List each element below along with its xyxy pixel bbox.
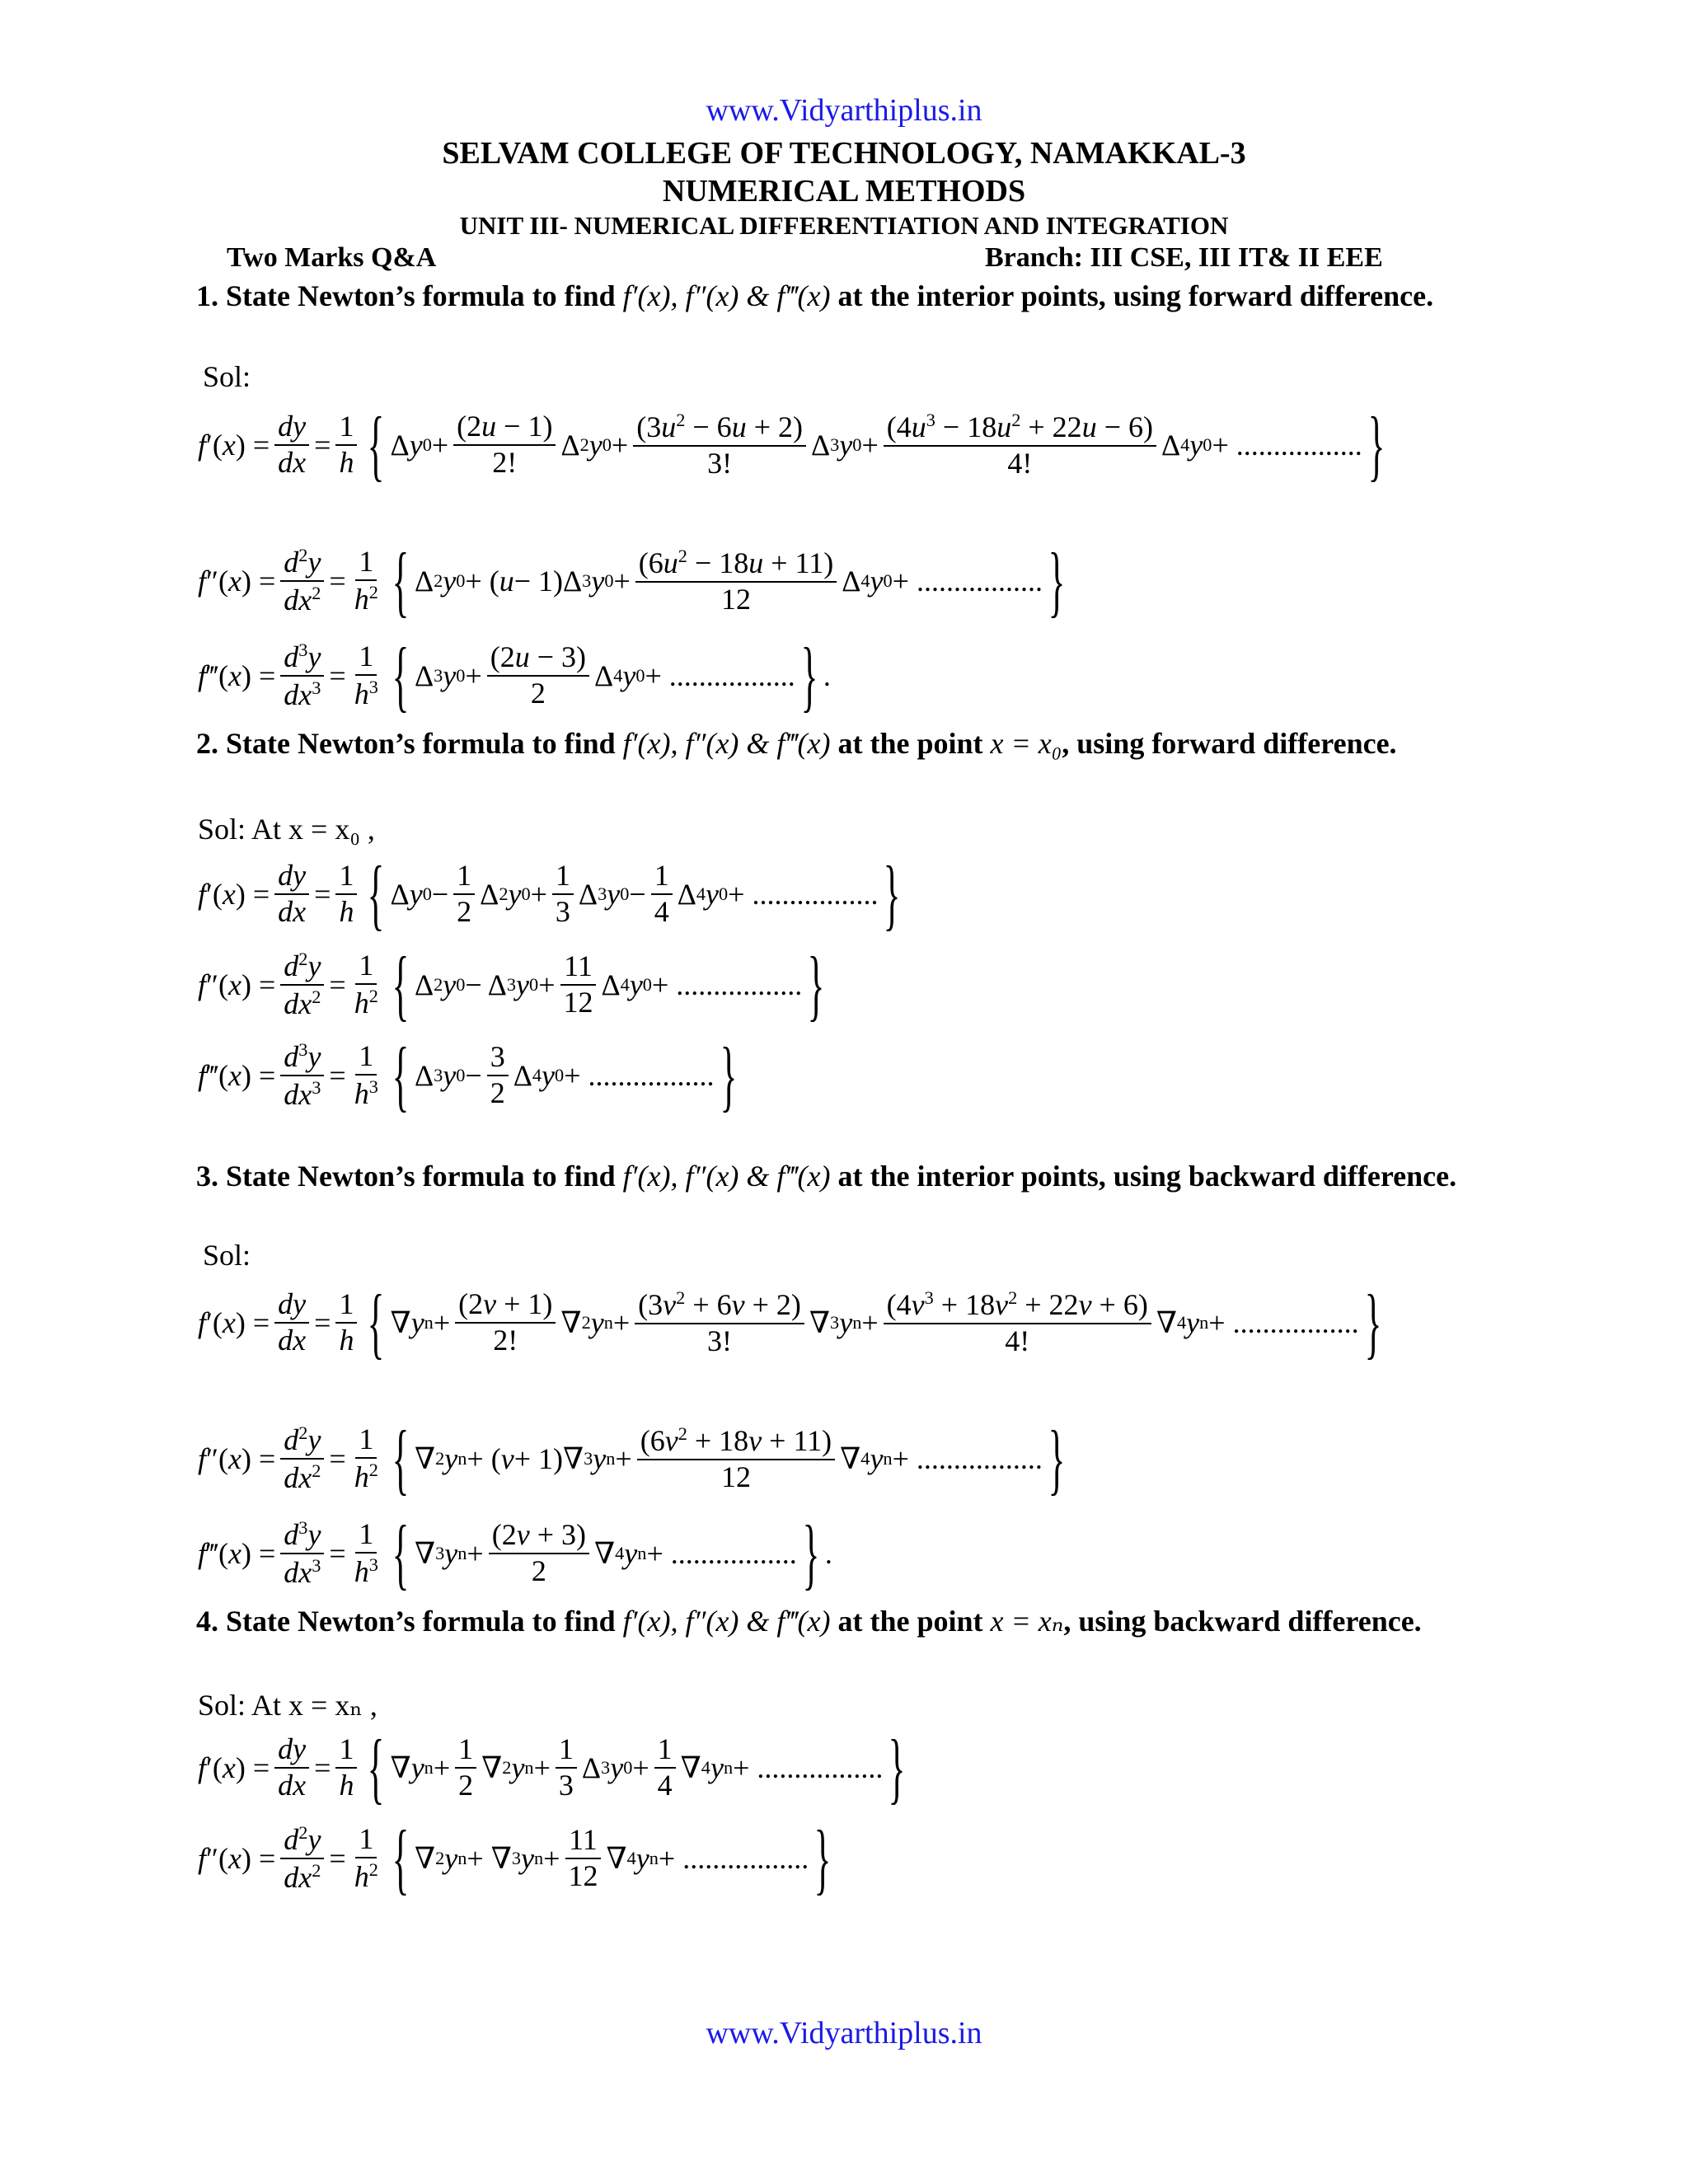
q2-eq1: f ′( x ) = $\frac{dy}{dx}$ = $\frac{1}{h}$ { Δ y 0 − $\frac{1}{2}$ Δ 2 y 0 + $\frac{1}{3}$ Δ 3 y 0 − $\frac{1}{4}$ Δ 4 y 0 + ................. } — [198, 850, 901, 938]
question-4-point: x = xₙ — [990, 1605, 1064, 1638]
subject-title: NUMERICAL METHODS — [662, 174, 1026, 209]
question-3-text-end: at the interior points, using backward difference. — [837, 1160, 1457, 1193]
question-2-point: x = x₀ — [990, 727, 1062, 760]
sol-3-label: Sol: — [203, 1239, 251, 1272]
question-2-text-end: , using forward difference. — [1062, 727, 1397, 760]
question-1-functions: f′(x), f″(x) & f‴(x) — [622, 279, 831, 312]
q2-eq3: f ‴( x ) = $\frac{d^3y}{dx^3}$ = $\frac{1}{h^3}$ { Δ 3 y 0 − $\frac{3}{2}$ Δ 4 y 0 + ................. } — [198, 1031, 737, 1119]
sol-4-label: Sol: At x = xₙ , — [198, 1689, 377, 1722]
question-1-text-end: at the interior points, using forward difference. — [837, 279, 1434, 312]
question-2-text: 2. State Newton’s formula to find — [196, 727, 616, 760]
question-4-text-mid: at the point — [837, 1605, 983, 1638]
q2-eq2: f ″( x ) = $\frac{d^2y}{dx^2}$ = $\frac{1}{h^2}$ { Δ 2 y 0 − Δ 3 y 0 + $\frac{11}{12}$ Δ 4 y 0 + ................. } — [198, 940, 825, 1029]
site-link-top[interactable]: www.Vidyarthiplus.in — [706, 93, 982, 128]
q1-eq3: f ‴( x ) = $\frac{d^3y}{dx^3}$ = $\frac{1}{h^3}$ { Δ 3 y 0 + $\frac{(2u - 3)}{2}$ Δ 4 y 0 + ................. } . — [198, 631, 831, 719]
question-2-text-mid: at the point — [837, 727, 983, 760]
q1-eq1: f ′( x ) = $\frac{dy}{dx}$ = $\frac{1}{h}$ { Δ y 0 + $\frac{(2u - 1)}{2!}$ Δ 2 y 0 + $\frac{(3u^2 - 6u + 2)}{3!}$ Δ 3 y 0 + $\frac{(4u^3 - 18u^2 + 22u - 6)}{4!}$ Δ 4 y 0 + ................. } — [198, 401, 1386, 489]
branch-label: Branch: III CSE, III IT& II EEE — [985, 242, 1383, 273]
q3-eq3: f ‴( x ) = $\frac{d^3y}{dx^3}$ = $\frac{1}{h^3}$ { ∇ 3 y n + $\frac{(2v + 3)}{2}$ ∇ 4 y n + ................. } . — [198, 1509, 832, 1597]
q4-eq2: f ″( x ) = $\frac{d^2y}{dx^2}$ = $\frac{1}{h^2}$ { ∇ 2 y n + ∇ 3 y n + $\frac{11}{12}$ ∇ 4 y n + ................. } — [198, 1814, 832, 1902]
q3-eq2: f ″( x ) = $\frac{d^2y}{dx^2}$ = $\frac{1}{h^2}$ { ∇ 2 y n + ( v + 1)∇ 3 y n + $\frac{(6v^2 + 18v + 11)}{12}$ ∇ 4 y n + ................. } — [198, 1414, 1066, 1502]
unit-title: UNIT III- NUMERICAL DIFFERENTIATION AND INTEGRATION — [459, 211, 1229, 240]
q3-eq1: f ′( x ) = $\frac{dy}{dx}$ = $\frac{1}{h}$ { ∇ y n + $\frac{(2v + 1)}{2!}$ ∇ 2 y n + $\frac{(3v^2 + 6v + 2)}{3!}$ ∇ 3 y n + $\frac{(4v^3 + 18v^2 + 22v + 6)}{4!}$ ∇ 4 y n + ................. } — [198, 1278, 1382, 1366]
question-1-text: 1. State Newton’s formula to find — [196, 279, 616, 312]
sol-2-label: Sol: At x = x₀ , — [198, 813, 375, 846]
question-3-text: 3. State Newton’s formula to find — [196, 1160, 616, 1193]
question-4 — [196, 1599, 1498, 1643]
question-2 — [196, 721, 1498, 766]
question-3 — [196, 1154, 1498, 1198]
question-4-functions: f′(x), f″(x) & f‴(x) — [622, 1605, 831, 1638]
question-4-text: 4. State Newton’s formula to find — [196, 1605, 616, 1638]
sol-1-label: Sol: — [203, 360, 251, 393]
college-name: SELVAM COLLEGE OF TECHNOLOGY, NAMAKKAL-3 — [442, 136, 1246, 171]
q1-eq2: f ″( x ) = $\frac{d^2y}{dx^2}$ = $\frac{1}{h^2}$ { Δ 2 y 0 + ( u − 1)Δ 3 y 0 + $\frac{(6u^2 - 18u + 11)}{12}$ Δ 4 y 0 + ................. } — [198, 537, 1066, 625]
site-link-bottom[interactable]: www.Vidyarthiplus.in — [706, 2016, 982, 2050]
question-2-functions: f′(x), f″(x) & f‴(x) — [622, 727, 831, 760]
question-4-text-end: , using backward difference. — [1063, 1605, 1422, 1638]
question-3-functions: f′(x), f″(x) & f‴(x) — [622, 1160, 831, 1193]
marks-label: Two Marks Q&A — [227, 242, 437, 273]
q4-eq1: f ′( x ) = $\frac{dy}{dx}$ = $\frac{1}{h}$ { ∇ y n + $\frac{1}{2}$ ∇ 2 y n + $\frac{1}{3}$ Δ 3 y 0 + $\frac{1}{4}$ ∇ 4 y n + ................. } — [198, 1723, 906, 1811]
question-1 — [196, 274, 1498, 318]
